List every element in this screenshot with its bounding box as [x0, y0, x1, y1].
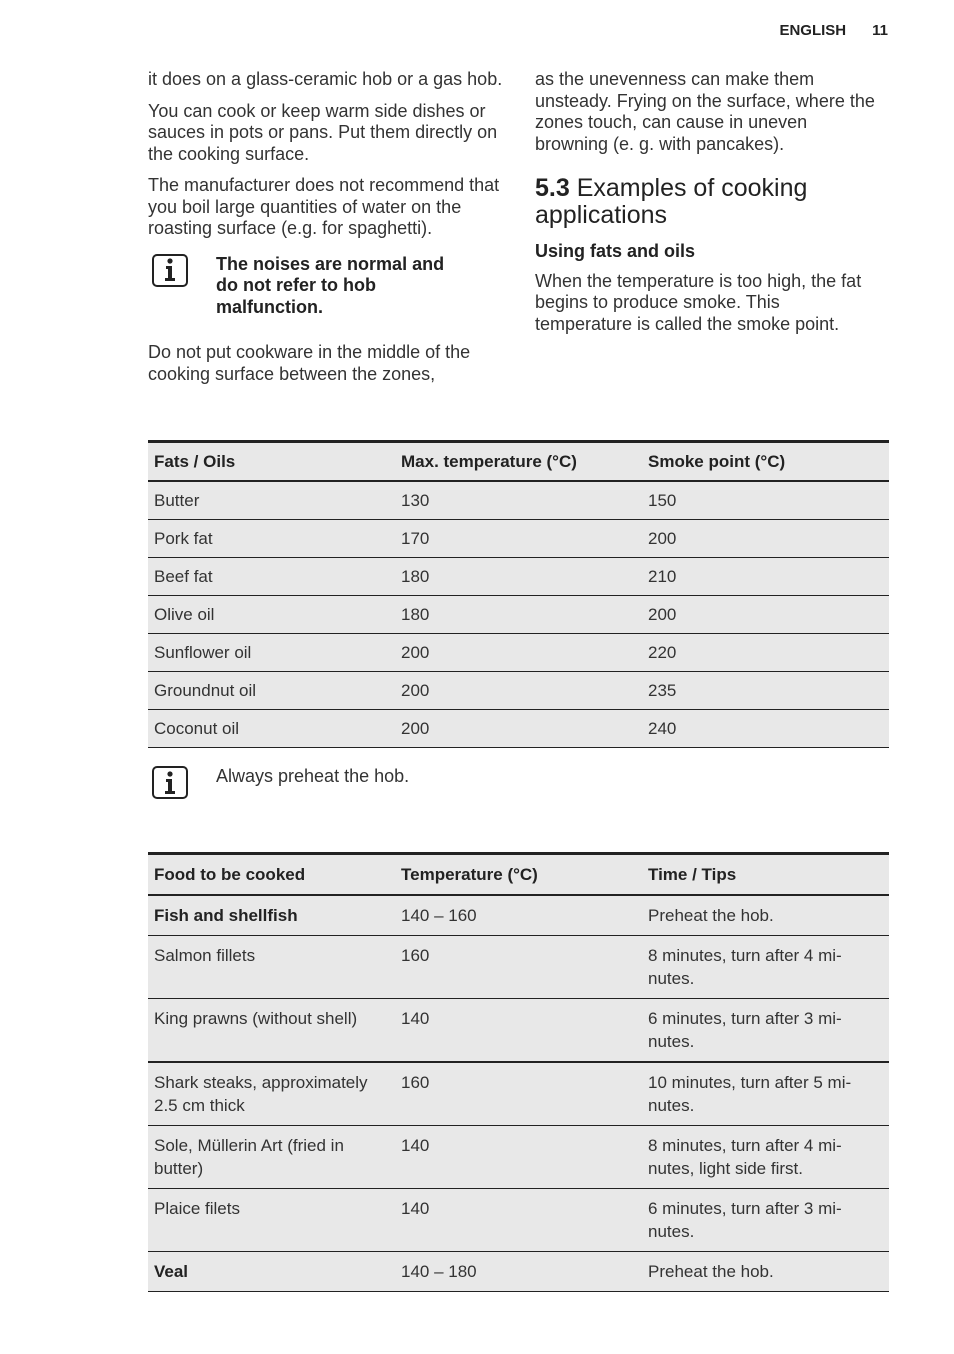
table-row [148, 1062, 889, 1126]
table-cell: Sunflower oil [154, 643, 252, 662]
table-cell: 200 [401, 719, 430, 738]
table-row [148, 596, 889, 634]
table-cell: 150 [648, 491, 677, 510]
fats-oils-table [148, 440, 889, 748]
table-cell: 8 minutes, turn after 4 mi-nutes. [648, 946, 842, 988]
table-cell: Sole, Müllerin Art (fried in butter) [154, 1136, 344, 1178]
table-cell: Fish and shellfish [154, 906, 298, 925]
right-column [535, 69, 880, 345]
subheading: Using fats and oils [535, 241, 696, 261]
table-cell: 240 [648, 719, 677, 738]
table-cell: 170 [401, 529, 430, 548]
table-cell: 200 [401, 681, 430, 700]
column-header: Max. temperature (°C) [401, 452, 577, 471]
paragraph: it does on a glass-ceramic hob or a gas hob. [148, 69, 503, 89]
info-icon [152, 766, 188, 799]
table-row [148, 895, 889, 936]
table-cell: 180 [401, 567, 430, 586]
table-cell: Preheat the hob. [648, 1262, 774, 1281]
table-header-row [148, 854, 889, 896]
table-cell: 200 [648, 605, 677, 624]
table-cell: King prawns (without shell) [154, 1009, 358, 1028]
table-cell: 210 [648, 567, 677, 586]
paragraph: When the temperature is too high, the fat begins to produce smoke. This temperature is called the smoke point. [535, 270, 862, 334]
section-number: 5.3 [535, 174, 570, 202]
table-cell: Olive oil [154, 605, 215, 624]
column-header: Temperature (°C) [401, 865, 538, 884]
table-cell: 180 [401, 605, 430, 624]
table-row [148, 936, 889, 999]
table-cell: Shark steaks, approximately 2.5 cm thick [154, 1073, 368, 1115]
table-cell: Groundnut oil [154, 681, 257, 700]
table-cell: 160 [401, 1073, 430, 1092]
table-cell: 235 [648, 681, 677, 700]
table-cell: Butter [154, 491, 200, 510]
info-note [148, 254, 508, 319]
table-cell: Beef fat [154, 567, 213, 586]
section-heading [535, 175, 880, 229]
table-cell: 130 [401, 491, 430, 510]
table-row [148, 634, 889, 672]
section-title: Examples of cooking applications [535, 174, 808, 229]
table-cell: 6 minutes, turn after 3 mi-nutes. [648, 1199, 842, 1241]
table-row [148, 520, 889, 558]
table-cell: 140 – 160 [401, 906, 477, 925]
table-cell: 140 [401, 1009, 430, 1028]
table-cell: Preheat the hob. [648, 906, 774, 925]
paragraph: Do not put cookware in the middle of the cooking surface between the zones, [148, 342, 471, 384]
table-cell: 200 [401, 643, 430, 662]
table-cell: 8 minutes, turn after 4 mi-nutes, light side first. [648, 1136, 842, 1178]
left-column [148, 69, 508, 395]
table-row [148, 710, 889, 748]
note-text: The noises are normal and do not refer to hob malfunction. [216, 253, 445, 317]
page-header [779, 22, 888, 39]
paragraph: as the unevenness can make them unsteady. Frying on the surface, where the zones touch, can cause in uneven browning (e. g. with pancakes). [535, 69, 875, 154]
preheat-note [148, 766, 409, 799]
table-cell: 140 [401, 1199, 430, 1218]
column-header: Smoke point (°C) [648, 452, 786, 471]
note-text: Always preheat the hob. [216, 766, 410, 786]
table-cell: 6 minutes, turn after 3 mi-nutes. [648, 1009, 842, 1051]
table-header-row [148, 442, 889, 482]
table-cell: 160 [401, 946, 430, 965]
cooking-table [148, 852, 889, 1292]
language-label: ENGLISH [779, 22, 847, 39]
info-icon [152, 254, 188, 287]
table-cell: Coconut oil [154, 719, 240, 738]
table-row [148, 558, 889, 596]
column-header: Fats / Oils [154, 452, 236, 471]
column-header: Food to be cooked [154, 865, 306, 884]
table-row [148, 1252, 889, 1292]
table-cell: 200 [648, 529, 677, 548]
table-cell: 140 – 180 [401, 1262, 477, 1281]
table-row [148, 999, 889, 1063]
column-header: Time / Tips [648, 865, 737, 884]
table-cell: Pork fat [154, 529, 213, 548]
table-cell: 220 [648, 643, 677, 662]
table-row [148, 1189, 889, 1252]
paragraph: You can cook or keep warm side dishes or sauces in pots or pans. Put them directly on the cooking surface. [148, 100, 498, 164]
table-cell: 140 [401, 1136, 430, 1155]
table-row [148, 1126, 889, 1189]
table-cell: Salmon fillets [154, 946, 256, 965]
paragraph: The manufacturer does not recommend that you boil large quantities of water on the roasting surface (e.g. for spaghetti). [148, 175, 500, 238]
table-row [148, 672, 889, 710]
table-cell: 10 minutes, turn after 5 mi-nutes. [648, 1073, 852, 1115]
page-number: 11 [872, 22, 888, 39]
table-row [148, 481, 889, 520]
table-cell: Veal [154, 1262, 189, 1281]
table-cell: Plaice filets [154, 1199, 240, 1218]
